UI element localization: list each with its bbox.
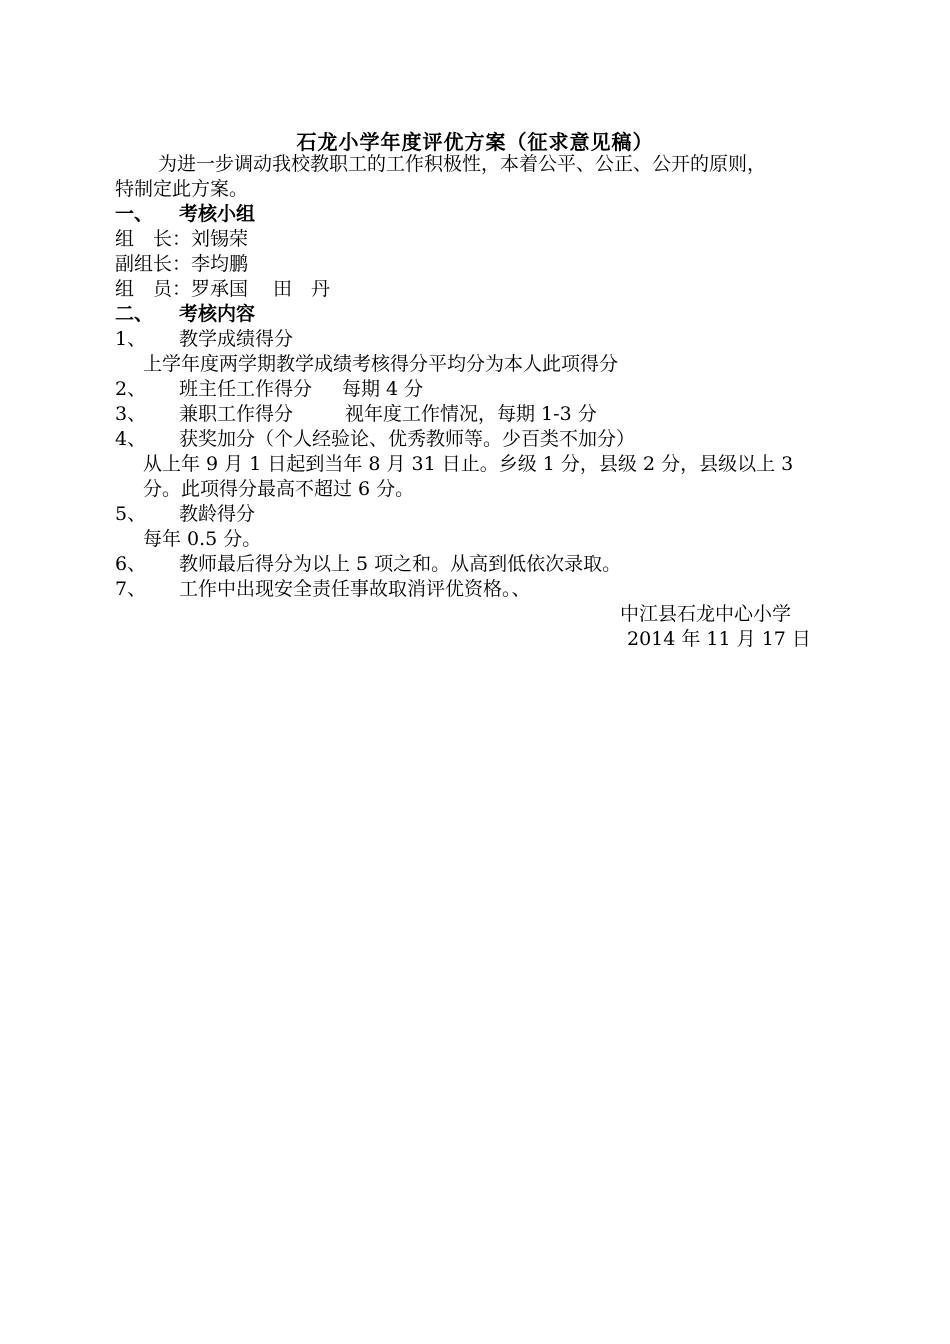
item-label: 教学成绩得分 xyxy=(179,328,294,350)
section-2-heading xyxy=(115,302,255,327)
item-label: 教龄得分 xyxy=(179,503,256,525)
signature-date: 2014 年 11 月 17 日 xyxy=(627,628,811,650)
intro-line-1: 为进一步调动我校教职工的工作积极性，本着公平、公正、公开的原则， xyxy=(158,153,767,175)
item-note: 每期 4 分 xyxy=(342,378,424,400)
document-title: 石龙小学年度评优方案（征求意见稿） xyxy=(296,130,654,154)
section-1-heading xyxy=(115,202,255,227)
item-detail: 上学年度两学期教学成绩考核得分平均分为本人此项得分 xyxy=(143,353,619,375)
group-members: 组 员：罗承国 田 丹 xyxy=(115,278,331,300)
item-number: 1、 xyxy=(115,328,147,350)
item-number: 5、 xyxy=(115,503,147,525)
item-note: 视年度工作情况，每期 1-3 分 xyxy=(345,403,597,425)
item-label: 教师最后得分为以上 5 项之和。从高到低依次录取。 xyxy=(179,553,622,575)
section-1-number: 一、 xyxy=(115,203,154,225)
group-vice-leader: 副组长：李均鹏 xyxy=(115,253,249,275)
intro-line-2: 特制定此方案。 xyxy=(115,178,249,200)
section-1-title: 考核小组 xyxy=(179,203,256,225)
list-item xyxy=(115,402,597,427)
signature-org: 中江县石龙中心小学 xyxy=(620,603,792,625)
group-leader: 组 长：刘锡荣 xyxy=(115,228,249,250)
item-number: 4、 xyxy=(115,428,147,450)
list-item xyxy=(115,327,293,352)
item-number: 6、 xyxy=(115,553,147,575)
item-label: 兼职工作得分 xyxy=(179,403,294,425)
item-detail: 每年 0.5 分。 xyxy=(143,528,262,550)
list-item xyxy=(115,577,531,602)
section-2-title: 考核内容 xyxy=(179,303,256,325)
item-detail: 从上年 9 月 1 日起到当年 8 月 31 日止。乡级 1 分，县级 2 分，县级以上 3 xyxy=(143,453,794,475)
item-label: 班主任工作得分 xyxy=(179,378,313,400)
list-item xyxy=(115,502,255,527)
item-detail: 分。此项得分最高不超过 6 分。 xyxy=(143,478,415,500)
item-number: 3、 xyxy=(115,403,147,425)
item-number: 2、 xyxy=(115,378,147,400)
list-item xyxy=(115,377,423,402)
item-number: 7、 xyxy=(115,578,147,600)
section-2-number: 二、 xyxy=(115,303,154,325)
list-item xyxy=(115,552,621,577)
list-item xyxy=(115,427,635,452)
item-label: 工作中出现安全责任事故取消评优资格。、 xyxy=(179,578,531,600)
item-label: 获奖加分（个人经验论、优秀教师等。少百类不加分） xyxy=(179,428,636,450)
